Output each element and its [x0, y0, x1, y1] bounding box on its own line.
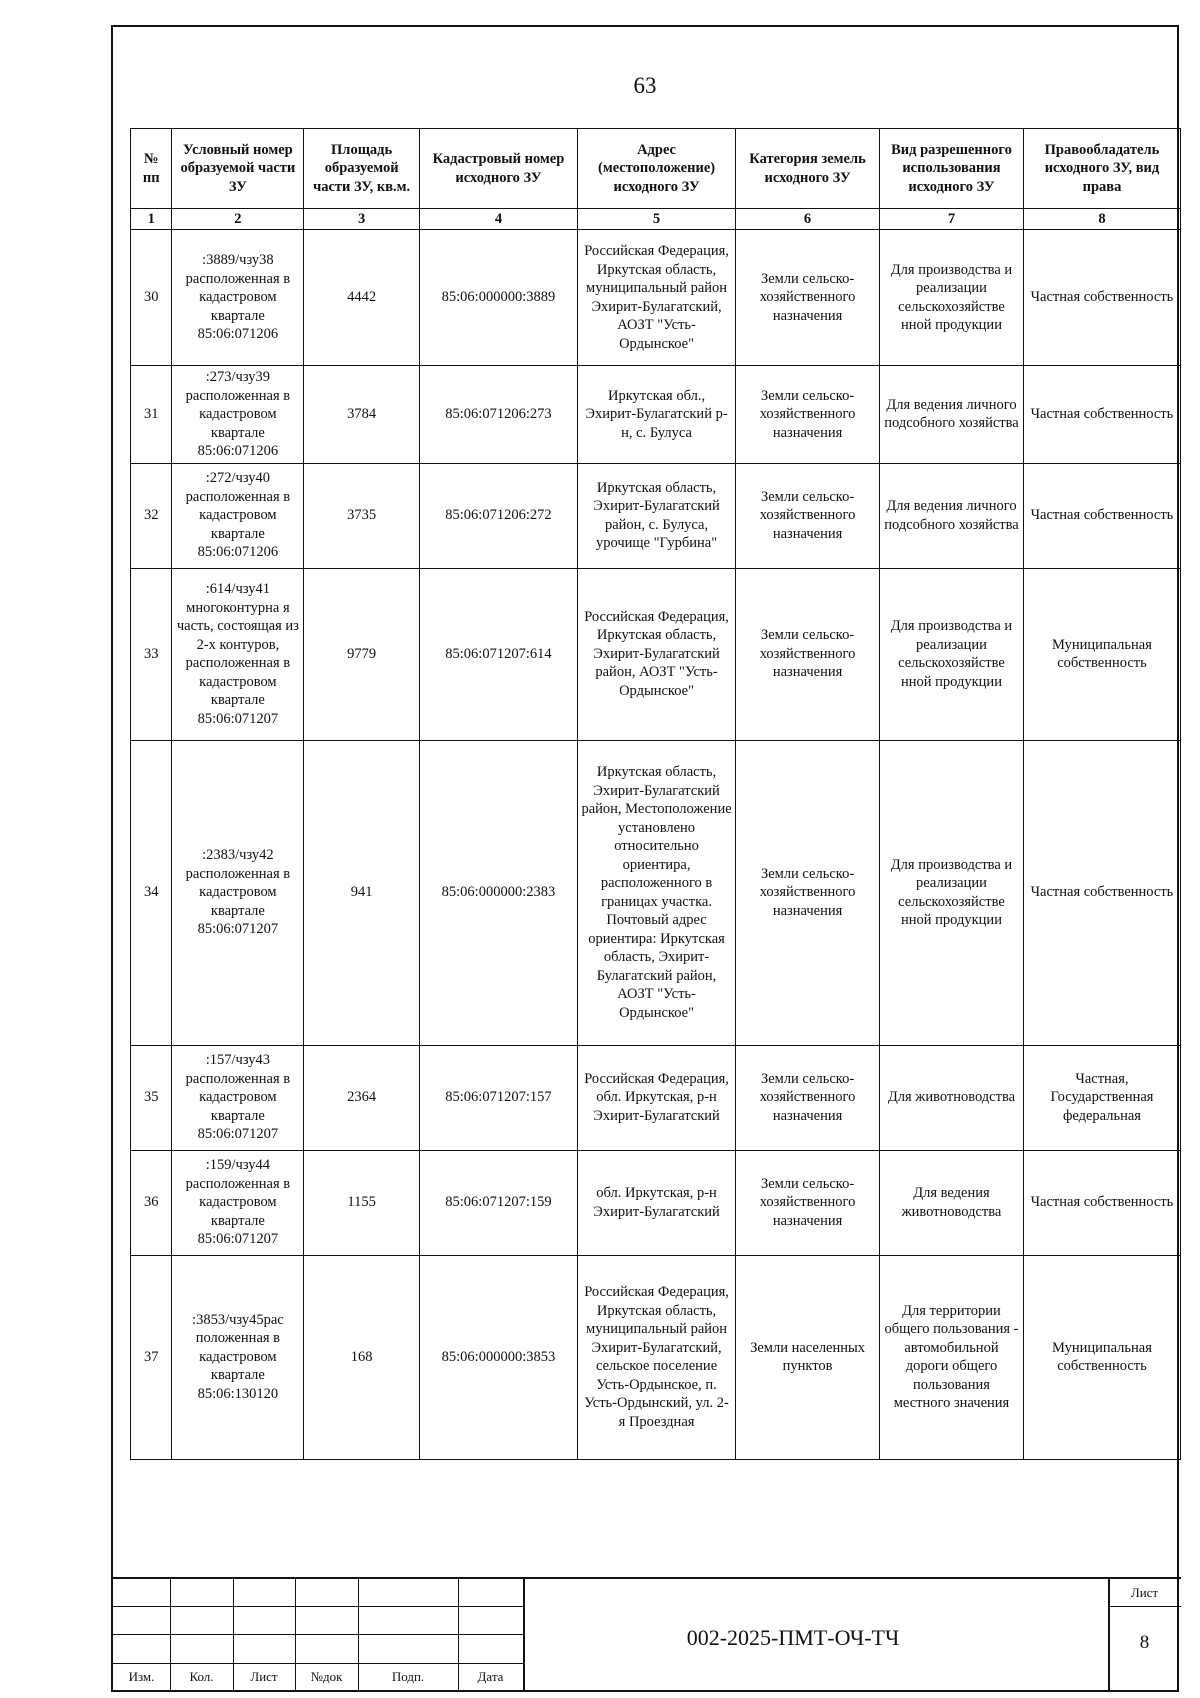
table-cell: 3784 [304, 366, 420, 464]
column-number: 5 [578, 209, 736, 230]
header-cell: № пп [131, 129, 172, 209]
table-cell: 37 [131, 1255, 172, 1459]
column-number: 3 [304, 209, 420, 230]
stamp-label-sheet: Лист [250, 1669, 278, 1684]
table-cell: Для территории общего пользования - автомобильной дороги общего пользования местного значения [880, 1255, 1024, 1459]
table-cell: :3889/чзу38 расположенная в кадастровом квартале 85:06:071206 [172, 230, 304, 366]
table-cell: 85:06:071206:273 [419, 366, 577, 464]
table-cell: 33 [131, 568, 172, 740]
table-cell: :272/чзу40 расположенная в кадастровом квартале 85:06:071206 [172, 463, 304, 568]
table-row [131, 740, 1181, 1045]
table-cell: 36 [131, 1150, 172, 1255]
table-row [131, 230, 1181, 366]
header-cell: Вид разрешенного использования исходного ЗУ [880, 129, 1024, 209]
table-cell: Российская Федерация, Иркутская область, муниципальный район Эхирит-Булагатский, АОЗТ "Усть-Ордынское" [578, 230, 736, 366]
header-cell: Площадь образуемой части ЗУ, кв.м. [304, 129, 420, 209]
table-cell: Для животноводства [880, 1045, 1024, 1150]
stamp-label-change: Изм. [128, 1669, 155, 1684]
table-cell: :159/чзу44 расположенная в кадастровом квартале 85:06:071207 [172, 1150, 304, 1255]
table-cell: :273/чзу39 расположенная в кадастровом квартале 85:06:071206 [172, 366, 304, 464]
table-cell: 168 [304, 1255, 420, 1459]
land-parts-table [130, 128, 1181, 1460]
table-cell: Для производства и реализации сельскохозяйстве нной продукции [880, 568, 1024, 740]
stamp-label-signature: Подп. [391, 1669, 425, 1684]
table-cell: 941 [304, 740, 420, 1045]
table-cell: Муниципальная собственность [1023, 568, 1180, 740]
stamp-label-doc-number: №док [310, 1669, 343, 1684]
table-row [131, 366, 1181, 464]
table-cell: 85:06:000000:2383 [419, 740, 577, 1045]
table-cell: Российская Федерация, Иркутская область, муниципальный район Эхирит-Булагатский, сельское поселение Усть-Ордынское, п. Усть-Ордынский, ул. 2-я Проездная [578, 1255, 736, 1459]
table-cell: Земли сельско-хозяйственного назначения [736, 740, 880, 1045]
table-cell: обл. Иркутская, р-н Эхирит-Булагатский [578, 1150, 736, 1255]
table-row [131, 1150, 1181, 1255]
table-cell: Иркутская обл., Эхирит-Булагатский р-н, с. Булуса [578, 366, 736, 464]
table-cell: Для производства и реализации сельскохозяйстве нной продукции [880, 740, 1024, 1045]
sheet-number: 8 [1139, 1632, 1150, 1653]
table-cell: 32 [131, 463, 172, 568]
header-cell: Категория земель исходного ЗУ [736, 129, 880, 209]
header-row [131, 129, 1181, 209]
stamp-label-count: Кол. [189, 1669, 214, 1684]
column-number: 1 [131, 209, 172, 230]
header-cell: Адрес (местоположение) исходного ЗУ [578, 129, 736, 209]
table-cell: Для ведения личного подсобного хозяйства [880, 463, 1024, 568]
table-cell: Земли сельско-хозяйственного назначения [736, 230, 880, 366]
page-number: 63 [633, 73, 657, 98]
header-cell: Правообладатель исходного ЗУ, вид права [1023, 129, 1180, 209]
table-cell: Частная, Государственная федеральная [1023, 1045, 1180, 1150]
table-cell: Частная собственность [1023, 230, 1180, 366]
column-number: 7 [880, 209, 1024, 230]
table-cell: :614/чзу41 многоконтурна я часть, состоящая из 2-х контуров, расположенная в кадастровом квартале 85:06:071207 [172, 568, 304, 740]
table-cell: Земли сельско-хозяйственного назначения [736, 463, 880, 568]
table-row [131, 463, 1181, 568]
column-number: 8 [1023, 209, 1180, 230]
table-cell: 9779 [304, 568, 420, 740]
table-cell: Частная собственность [1023, 740, 1180, 1045]
table-cell: :3853/чзу45рас положенная в кадастровом квартале 85:06:130120 [172, 1255, 304, 1459]
table-cell: Для производства и реализации сельскохозяйстве нной продукции [880, 230, 1024, 366]
table-row [131, 1255, 1181, 1459]
table-cell: Земли сельско-хозяйственного назначения [736, 568, 880, 740]
table-cell: Частная собственность [1023, 1150, 1180, 1255]
column-number: 4 [419, 209, 577, 230]
table-cell: 1155 [304, 1150, 420, 1255]
table-cell: Земли сельско-хозяйственного назначения [736, 1150, 880, 1255]
table-cell: 85:06:000000:3889 [419, 230, 577, 366]
table-cell: 4442 [304, 230, 420, 366]
column-number: 6 [736, 209, 880, 230]
table-cell: 85:06:000000:3853 [419, 1255, 577, 1459]
table-cell: Частная собственность [1023, 366, 1180, 464]
table-cell: :157/чзу43 расположенная в кадастровом квартале 85:06:071207 [172, 1045, 304, 1150]
table-cell: Земли сельско-хозяйственного назначения [736, 1045, 880, 1150]
table-cell: 85:06:071207:159 [419, 1150, 577, 1255]
header-cell: Условный номер образуемой части ЗУ [172, 129, 304, 209]
title-block-stamp [113, 1577, 1181, 1692]
table-cell: 34 [131, 740, 172, 1045]
table-cell: Частная собственность [1023, 463, 1180, 568]
document-code: 002-2025-ПМТ-ОЧ-ТЧ [686, 1625, 900, 1650]
table-cell: 31 [131, 366, 172, 464]
table-cell: 30 [131, 230, 172, 366]
table-cell: 35 [131, 1045, 172, 1150]
table-cell: 2364 [304, 1045, 420, 1150]
table-cell: 85:06:071207:157 [419, 1045, 577, 1150]
table-cell: 85:06:071206:272 [419, 463, 577, 568]
table-cell: Земли населенных пунктов [736, 1255, 880, 1459]
table-cell: Российская Федерация, обл. Иркутская, р-н Эхирит-Булагатский [578, 1045, 736, 1150]
table-cell: 85:06:071207:614 [419, 568, 577, 740]
sheet-label: Лист [1130, 1585, 1159, 1600]
header-cell: Кадастровый номер исходного ЗУ [419, 129, 577, 209]
table-cell: Российская Федерация, Иркутская область, Эхирит-Булагатский район, АОЗТ "Усть-Ордынское" [578, 568, 736, 740]
table-cell: Муниципальная собственность [1023, 1255, 1180, 1459]
table-cell: Иркутская область, Эхирит-Булагатский район, Местоположение установлено относительно ориентира, расположенного в границах участка. Почтовый адрес ориентира: Иркутская область, Эхирит-Булагатский район, АОЗТ "Усть-Ордынское" [578, 740, 736, 1045]
table-cell: Земли сельско-хозяйственного назначения [736, 366, 880, 464]
table-row [131, 1045, 1181, 1150]
column-number-row [131, 209, 1181, 230]
page-frame [111, 25, 1179, 1692]
stamp-label-date: Дата [477, 1669, 504, 1684]
table-cell: Для ведения личного подсобного хозяйства [880, 366, 1024, 464]
column-number: 2 [172, 209, 304, 230]
table-cell: Для ведения животноводства [880, 1150, 1024, 1255]
table-cell: Иркутская область, Эхирит-Булагатский район, с. Булуса, урочище "Гурбина" [578, 463, 736, 568]
table-cell: 3735 [304, 463, 420, 568]
table-row [131, 568, 1181, 740]
table-cell: :2383/чзу42 расположенная в кадастровом квартале 85:06:071207 [172, 740, 304, 1045]
